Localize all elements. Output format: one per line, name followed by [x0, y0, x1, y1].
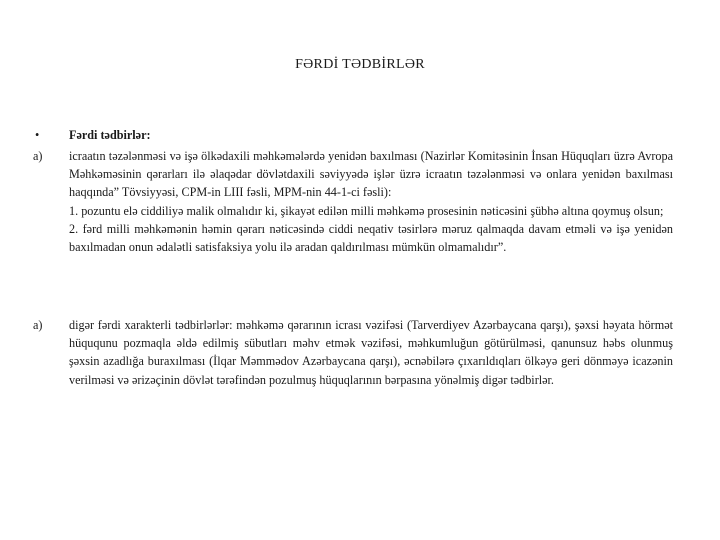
section-heading: Fərdi tədbirlər: [69, 128, 151, 142]
condition-item-2: 2. fərd milli məhkəmənin həmin qərarı nəticəsində ciddi neqativ təsirlərə məruz qalmaqda davam etməli və işə yenidən baxılmadan onun ədalətli satisfaksiya yolu ilə aradan qaldırılması mümkün olmamalıdır”. [69, 221, 673, 255]
paragraph-text: digər fərdi xarakterli tədbirlərlər: məhkəmə qərarının icrası vəzifəsi (Tarverdiyev Azərbaycana qarşı), şəxsi həyata hörmət hüququnu pozmaqla əldə edilmiş sübutları məhv etmək vəzifəsi, məhkumluğun götürülməsi, qanunsuz həbs olunmuş şəxsin azadlığa buraxılması (İlqar Məmmədov Azərbaycana qarşı), əcnəbilərə çıxarıldıqları ölkəyə geri dönməyə icazənin verilməsi və ərizəçinin dövlət tərəfindən pozulmuş hüquqlarının bərpasına yönəlmiş digər tədbirlər. [69, 318, 673, 387]
list-marker: a) [33, 318, 43, 332]
slide-title: FƏRDİ TƏDBİRLƏR [295, 57, 425, 72]
list-item-body [69, 316, 673, 389]
bullet-icon: • [35, 128, 40, 142]
paragraph-text: icraatın təzələnməsi və işə ölkədaxili məhkəmələrdə yenidən baxılması (Nazirlər Komitəsinin İnsan Hüquqları üzrə Avropa Məhkəməsinin qərarları ilə əlaqədar dövlətdaxili səviyyədə işlər üzrə icraatın təzələnməsi və onlara yenidən baxılması haqqında” Tövsiyyəsi, CPM-in LIII fəsli, MPM-nin 44-1-ci fəsli): [69, 149, 673, 200]
list-marker: a) [33, 149, 43, 163]
condition-item-1: 1. pozuntu elə ciddiliyə malik olmalıdır ki, şikayət edilən milli məhkəmə prosesinin nəticəsini şübhə altına qoymuş olsun; [69, 203, 664, 218]
list-item-body [69, 147, 673, 256]
